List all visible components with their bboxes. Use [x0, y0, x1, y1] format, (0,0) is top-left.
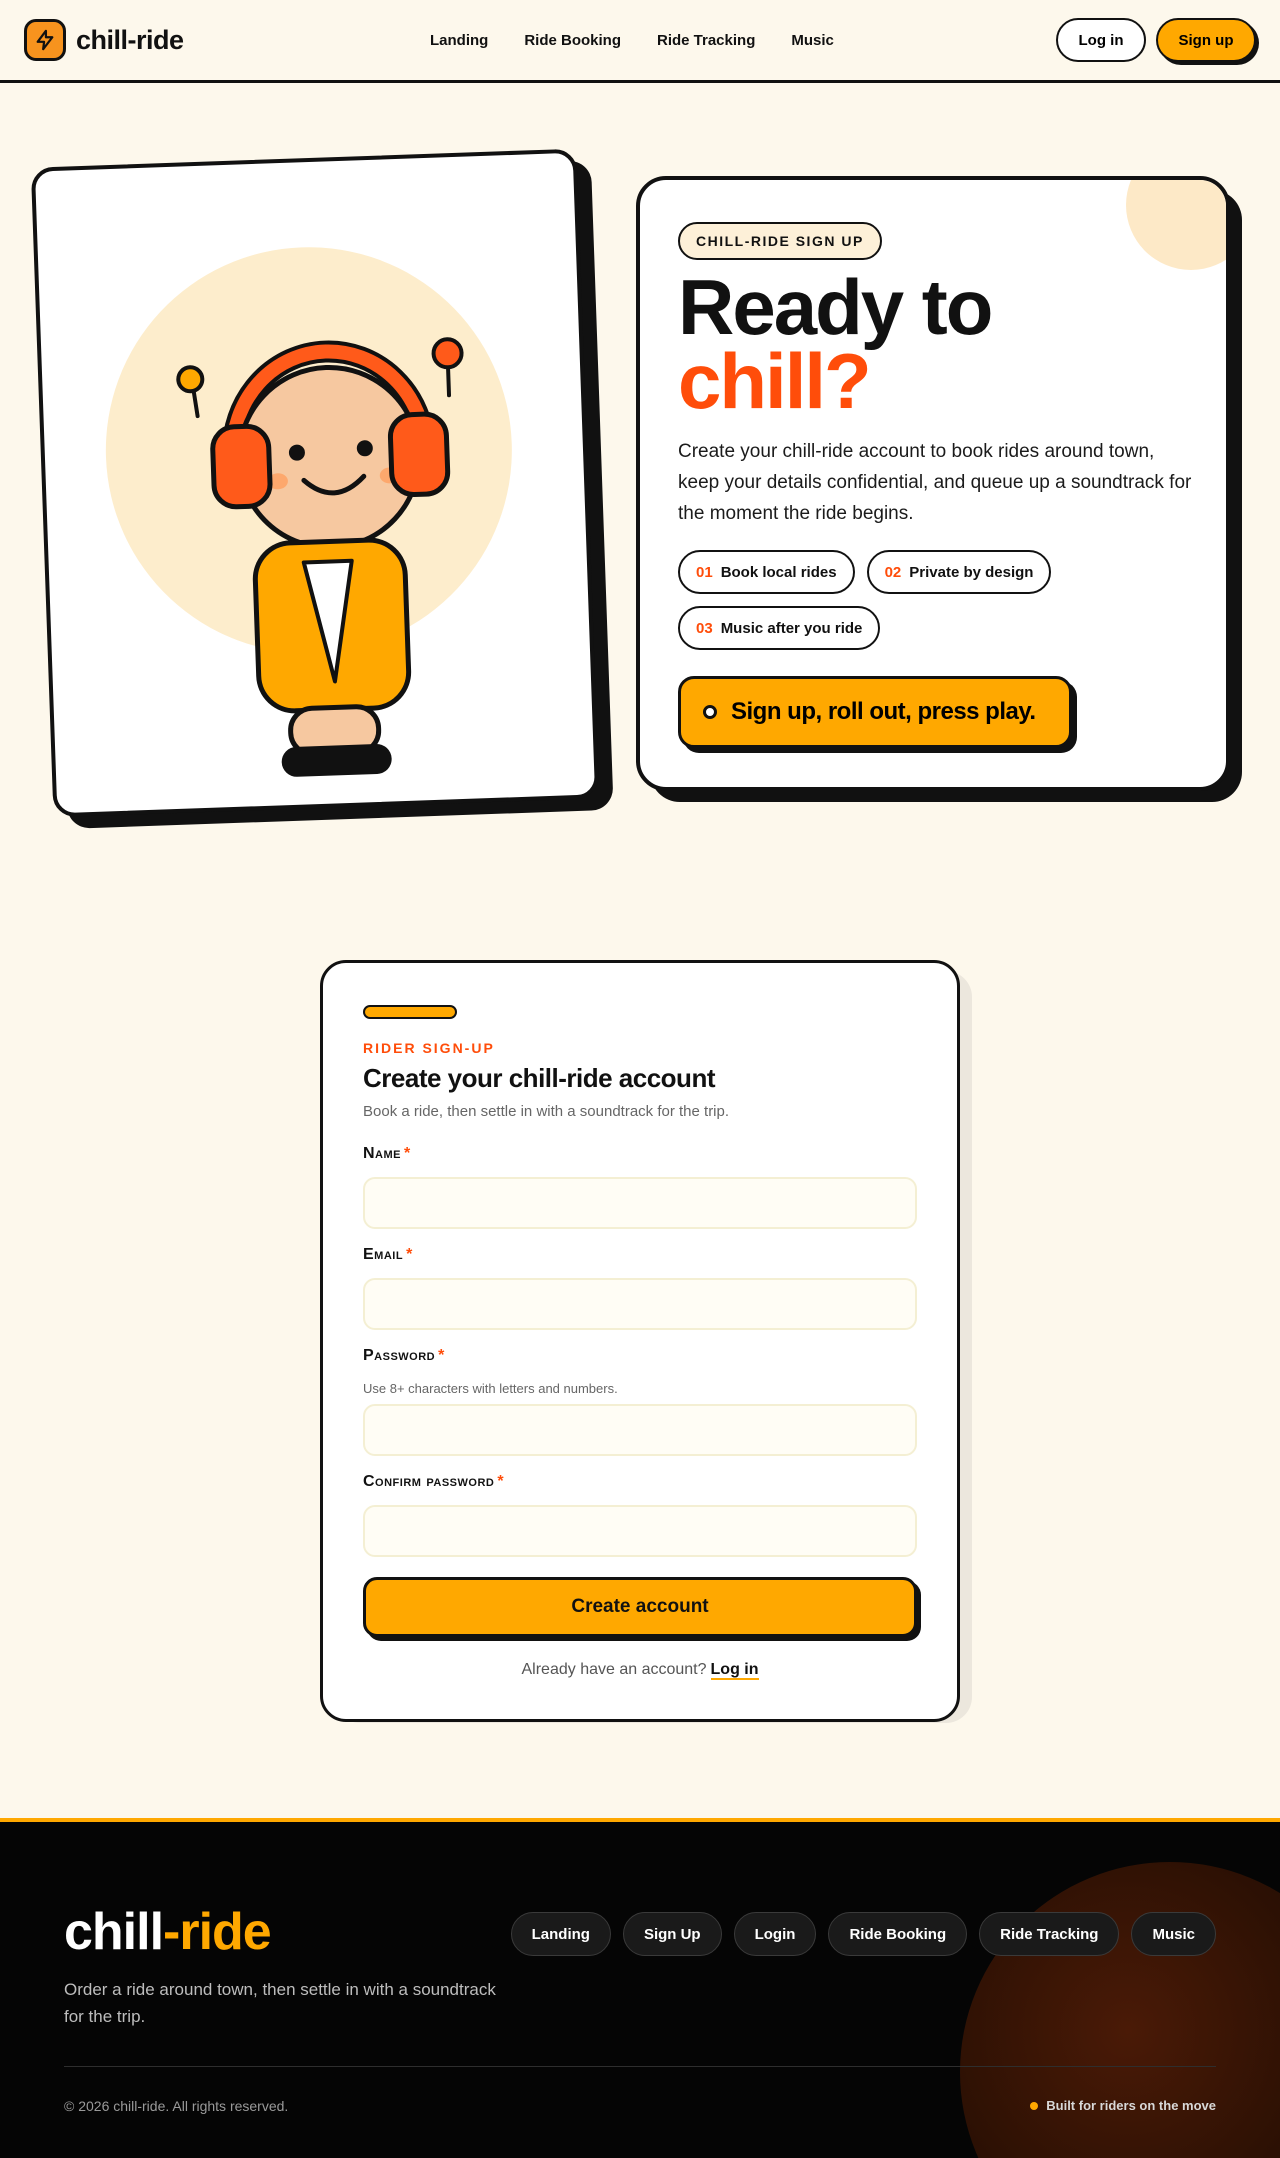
hero-title-accent: chill? — [678, 337, 870, 425]
signup-button[interactable]: Sign up — [1156, 18, 1256, 62]
password-label-text: Password — [363, 1347, 436, 1364]
feature-pills-row-2 — [678, 606, 880, 650]
site-header — [0, 0, 1280, 83]
confirm-password-field[interactable] — [363, 1505, 917, 1557]
form-login-link[interactable]: Log in — [710, 1661, 759, 1678]
footer-copyright: © 2026 chill-ride. All rights reserved. — [64, 2098, 289, 2114]
feature-pill-music — [678, 606, 880, 650]
confirm-password-label — [363, 1473, 504, 1491]
brand-name: chill-ride — [76, 24, 184, 55]
hero-title-line1: Ready to — [678, 263, 992, 351]
pill-label: Book local rides — [720, 563, 837, 581]
status-dot-icon — [1030, 2102, 1038, 2110]
footer-nav-ride-booking[interactable]: Ride Booking — [828, 1912, 967, 1956]
footer-brand-part1: chill — [64, 1903, 164, 1961]
site-footer — [0, 1818, 1280, 2158]
pill-label: Music after you ride — [720, 619, 863, 637]
footer-nav-sign-up[interactable]: Sign Up — [623, 1912, 722, 1956]
main-nav — [430, 0, 834, 80]
footer-description: Order a ride around town, then settle in with a soundtrack for the trip. — [64, 1980, 496, 2026]
email-label — [363, 1246, 413, 1264]
header-actions — [1056, 18, 1256, 62]
footer-nav-landing[interactable]: Landing — [511, 1912, 611, 1956]
pill-label: Private by design — [909, 563, 1034, 581]
hero-cta-label: Sign up, roll out, press play. — [731, 698, 1036, 725]
hero-title — [678, 263, 992, 425]
hero-illustration-card — [31, 149, 599, 818]
footer-nav — [511, 1912, 1216, 1956]
login-button[interactable]: Log in — [1056, 18, 1146, 62]
footer-brand-part2: -ride — [163, 1903, 271, 1961]
footer-nav-login[interactable]: Login — [734, 1912, 817, 1956]
footer-nav-music[interactable]: Music — [1131, 1912, 1216, 1956]
required-marker: * — [404, 1145, 411, 1162]
create-account-button[interactable]: Create account — [363, 1577, 917, 1637]
footer-tagline — [1030, 2098, 1216, 2113]
form-footer-text: Already have an account? — [521, 1661, 707, 1678]
required-marker: * — [497, 1473, 505, 1490]
form-accent-bar — [363, 1005, 457, 1019]
feature-pill-private — [867, 550, 1052, 594]
illustration-frame — [31, 149, 599, 818]
footer-nav-ride-tracking[interactable]: Ride Tracking — [979, 1912, 1119, 1956]
name-field[interactable] — [363, 1177, 917, 1229]
form-footer — [323, 1661, 957, 1679]
pill-number: 01 — [696, 563, 713, 581]
form-kicker: RIDER SIGN-UP — [363, 1040, 495, 1056]
form-subtitle: Book a ride, then settle in with a soundtrack for the trip. — [363, 1103, 730, 1120]
footer-brand-logo[interactable] — [64, 1902, 271, 1962]
name-label-text: Name — [363, 1145, 401, 1162]
email-field[interactable] — [363, 1278, 917, 1330]
cta-dot-icon — [703, 705, 717, 719]
nav-ride-booking[interactable]: Ride Booking — [524, 31, 621, 49]
feature-pills-row-1 — [678, 550, 1051, 594]
nav-music[interactable]: Music — [791, 31, 834, 49]
footer-decorative-glow — [960, 1862, 1280, 2158]
form-title: Create your chill-ride account — [363, 1063, 715, 1093]
email-label-text: Email — [363, 1246, 404, 1263]
password-label — [363, 1347, 445, 1365]
required-marker: * — [406, 1246, 413, 1263]
name-label — [363, 1145, 411, 1163]
confirm-password-label-text: Confirm password — [363, 1473, 495, 1490]
pill-number: 02 — [884, 563, 902, 581]
hero-card — [636, 176, 1230, 791]
hero-cta-button[interactable] — [678, 676, 1072, 748]
decorative-blob — [1126, 176, 1230, 270]
footer-divider — [64, 2066, 1216, 2067]
nav-landing[interactable]: Landing — [430, 31, 489, 49]
signup-form — [320, 960, 960, 1722]
hero-description: Create your chill-ride account to book rides around town, keep your details confidential, and queue up a soundtrack for the moment the ride begins. — [678, 441, 1192, 524]
required-marker: * — [438, 1347, 445, 1364]
brand-logo[interactable] — [24, 19, 184, 61]
hero-badge: CHILL-RIDE SIGN UP — [678, 222, 882, 260]
pill-number: 03 — [696, 619, 713, 637]
rider-with-headphones-illustration — [35, 153, 599, 818]
feature-pill-book-rides — [678, 550, 855, 594]
password-field[interactable] — [363, 1404, 917, 1456]
footer-tagline-text: Built for riders on the move — [1046, 2098, 1216, 2113]
nav-ride-tracking[interactable]: Ride Tracking — [657, 31, 756, 49]
password-hint: Use 8+ characters with letters and numbers. — [363, 1381, 618, 1396]
lightning-bolt-icon — [24, 19, 66, 61]
